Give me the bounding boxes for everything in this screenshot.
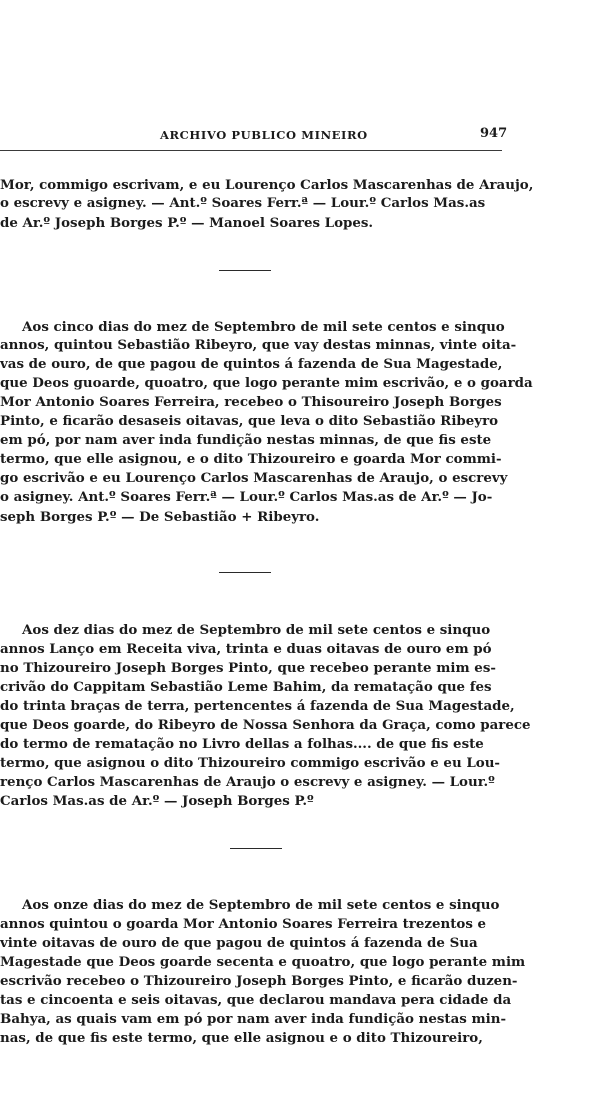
text-line: Magestade que Deos goarde secenta e quoatro, que logo perante mim	[0, 954, 526, 970]
running-header	[0, 128, 612, 148]
text-line: Pinto, e ficarão desaseis oitavas, que leva o dito Sebastião Ribeyro	[0, 413, 499, 429]
text-line: tas e cincoenta e seis oitavas, que declarou mandava pera cidade da	[0, 992, 512, 1008]
paragraph-first-line: Aos dez dias do mez de Septembro de mil sete centos e sinquo	[22, 622, 491, 638]
text-line: em pó, por nam aver inda fundição nestas minnas, de que fis este	[0, 432, 492, 448]
text-line: annos quintou o goarda Mor Antonio Soares Ferreira trezentos e	[0, 916, 487, 932]
section-divider	[219, 572, 271, 573]
text-line: no Thizoureiro Joseph Borges Pinto, que recebeo perante mim es-	[0, 660, 496, 676]
text-line: nas, de que fis este termo, que elle asignou e o dito Thizoureiro,	[0, 1030, 483, 1046]
section-divider	[230, 848, 282, 849]
text-line: Mor, commigo escrivam, e eu Lourenço Carlos Mascarenhas de Araujo,	[0, 177, 534, 193]
text-line: que Deos goarde, do Ribeyro de Nossa Senhora da Graça, como parece	[0, 717, 531, 733]
text-line: go escrivão e eu Lourenço Carlos Mascarenhas de Araujo, o escrevy	[0, 470, 508, 486]
text-line: de Ar.º Joseph Borges P.º — Manoel Soares Lopes.	[0, 215, 374, 231]
paragraph-first-line: Aos cinco dias do mez de Septembro de mil sete centos e sinquo	[22, 319, 505, 335]
text-line: Carlos Mas.as de Ar.º — Joseph Borges P.º	[0, 793, 314, 809]
page-number: 947	[480, 126, 508, 141]
text-line: annos Lanço em Receita viva, trinta e duas oitavas de ouro em pó	[0, 641, 492, 657]
text-line: do termo de rematação no Livro dellas a folhas.... de que fis este	[0, 736, 484, 752]
running-title: ARCHIVO PUBLICO MINEIRO	[160, 128, 368, 142]
text-line: o escrevy e asigney. — Ant.º Soares Ferr.ª — Lour.º Carlos Mas.as	[0, 195, 486, 211]
text-line: renço Carlos Mascarenhas de Araujo o escrevy e asigney. — Lour.º	[0, 774, 495, 790]
section-divider	[219, 270, 271, 271]
header-rule	[0, 150, 502, 151]
paragraph-first-line: Aos onze dias do mez de Septembro de mil sete centos e sinquo	[22, 897, 500, 913]
text-line: annos, quintou Sebastião Ribeyro, que vay destas minnas, vinte oita-	[0, 337, 517, 353]
text-line: crivão do Cappitam Sebastião Leme Bahim, da rematação que fes	[0, 679, 492, 695]
text-line: termo, que elle asignou, e o dito Thizoureiro e goarda Mor commi-	[0, 451, 502, 467]
text-line: Mor Antonio Soares Ferreira, recebeo o Thisoureiro Joseph Borges	[0, 394, 502, 410]
text-line: vas de ouro, de que pagou de quintos á fazenda de Sua Magestade,	[0, 356, 503, 372]
text-line: seph Borges P.º — De Sebastião + Ribeyro.	[0, 509, 320, 525]
text-line: escrivão recebeo o Thizoureiro Joseph Borges Pinto, e ficarão duzen-	[0, 973, 518, 989]
text-line: Bahya, as quais vam em pó por nam aver inda fundição nestas min-	[0, 1011, 507, 1027]
text-line: termo, que asignou o dito Thizoureiro commigo escrivão e eu Lou-	[0, 755, 500, 771]
text-line: vinte oitavas de ouro de que pagou de quintos á fazenda de Sua	[0, 935, 478, 951]
text-line: que Deos guoarde, quoatro, que logo perante mim escrivão, e o goarda	[0, 375, 533, 391]
text-line: o asigney. Ant.º Soares Ferr.ª — Lour.º Carlos Mas.as de Ar.º — Jo-	[0, 489, 493, 505]
text-line: do trinta braças de terra, pertencentes á fazenda de Sua Magestade,	[0, 698, 515, 714]
